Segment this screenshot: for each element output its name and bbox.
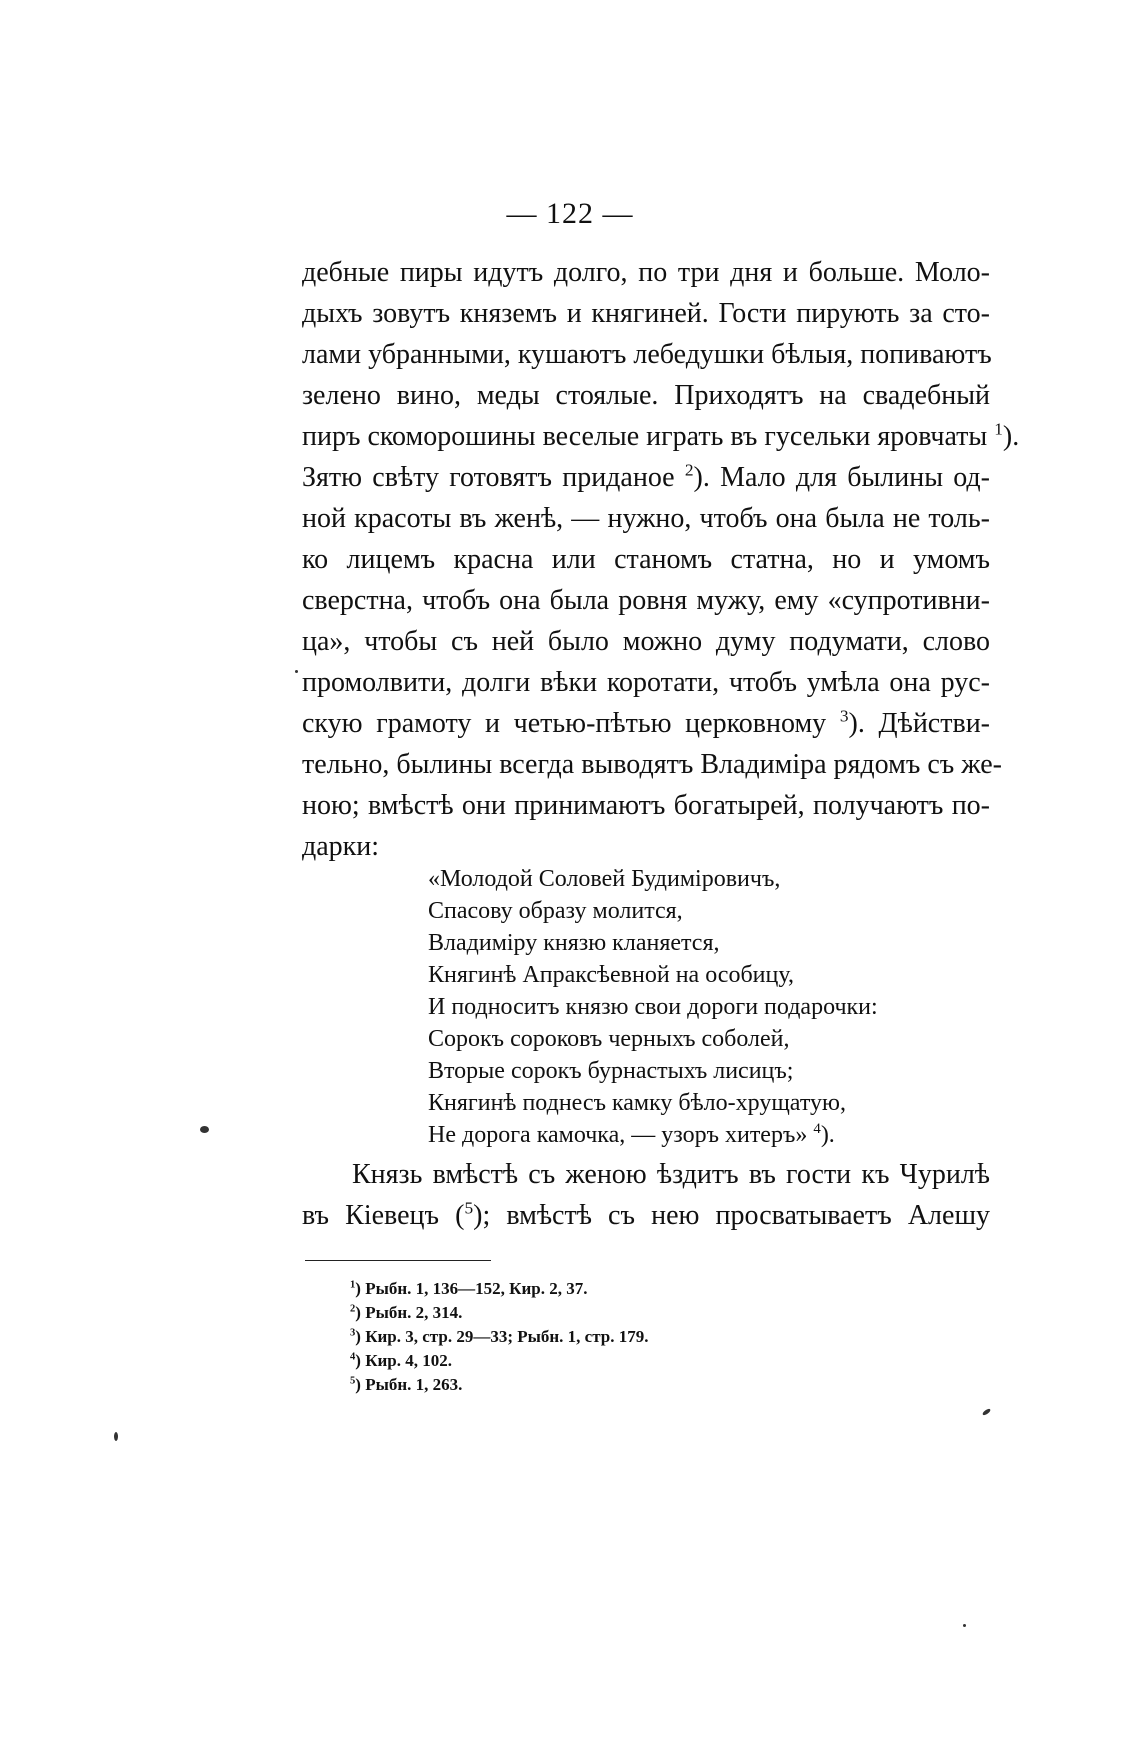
verse-quote xyxy=(428,863,948,1151)
text-line: въ Кіевецъ ($^5$); вмѣстѣ съ нею просватываетъ Алешу xyxy=(302,1198,991,1231)
text-line: ной красоты въ женѣ, — нужно, чтобъ она была не толь- xyxy=(302,503,990,534)
text-line: лами убранными, кушаютъ лебедушки бѣлыя, попиваютъ xyxy=(302,339,992,370)
footnote-ref: 3 xyxy=(839,706,849,726)
verse-line: «Молодой Соловей Будиміровичъ, xyxy=(428,866,781,892)
verse-line: Княгинѣ Апраксѣевной на особицу, xyxy=(428,962,794,988)
page-number: — 122 — xyxy=(506,197,634,230)
footnote-ref: 2 xyxy=(684,460,694,480)
main-paragraph xyxy=(302,252,1020,867)
footnotes xyxy=(350,1277,850,1397)
second-paragraph xyxy=(302,1154,990,1236)
text-line: скую грамоту и четью-пѣтью церковному $^3$). Дѣйстви- xyxy=(302,706,991,739)
text-line: тельно, былины всегда выводятъ Владиміра рядомъ съ же- xyxy=(302,749,1002,780)
scan-speck xyxy=(295,670,298,673)
text-line: зелено вино, меды стоялые. Приходятъ на свадебный xyxy=(302,380,990,411)
text-line: ною; вмѣстѣ они принимаютъ богатырей, получаютъ по- xyxy=(302,790,990,821)
verse-line: Сорокъ сороковъ черныхъ соболей, xyxy=(428,1026,790,1052)
verse-line: Вторые сорокъ бурнастыхъ лисицъ; xyxy=(428,1058,794,1084)
text-line: Князь вмѣстѣ съ женою ѣздитъ въ гости къ Чурилѣ xyxy=(352,1159,990,1190)
footnote: $^1$) Рыбн. 1, 136—152, Кир. 2, 37. xyxy=(350,1279,588,1298)
scan-speck xyxy=(114,1432,118,1441)
text-line: сверстна, чтобъ она была ровня мужу, ему «супротивни- xyxy=(302,585,990,616)
footnote-ref: 5 xyxy=(464,1198,474,1218)
footnote-ref: 4 xyxy=(813,1121,821,1137)
scan-speck xyxy=(982,1408,992,1416)
footnote: $^4$) Кир. 4, 102. xyxy=(350,1351,453,1370)
text-line: промолвити, долги вѣки коротати, чтобъ умѣла она рус- xyxy=(302,667,990,698)
footnote: $^5$) Рыбн. 1, 263. xyxy=(350,1375,463,1394)
text-line: ко лицемъ красна или станомъ статна, но и умомъ xyxy=(302,544,990,575)
verse-line: Спасову образу молится, xyxy=(428,898,683,924)
footnote-ref: 1 xyxy=(994,419,1003,439)
verse-line: И подноситъ князю свои дороги подарочки: xyxy=(428,994,878,1020)
footnote: $^2$) Рыбн. 2, 314. xyxy=(350,1303,463,1322)
verse-line: Княгинѣ поднесъ камку бѣло-хрущатую, xyxy=(428,1090,846,1116)
footnote: $^3$) Кир. 3, стр. 29—33; Рыбн. 1, стр. 179. xyxy=(350,1327,649,1346)
text-line: дарки: xyxy=(302,831,380,862)
scan-speck xyxy=(200,1126,209,1133)
text-line: Зятю свѣту готовятъ приданое $^2$). Мало для былины од- xyxy=(302,460,991,493)
text-line: ца», чтобы съ ней было можно думу подумати, слово xyxy=(302,626,990,657)
verse-line: Владиміру князю кланяется, xyxy=(428,930,720,956)
footnote-divider xyxy=(305,1260,491,1261)
text-line: дебные пиры идутъ долго, по три дня и больше. Моло- xyxy=(302,257,990,288)
text-line: дыхъ зовутъ княземъ и княгиней. Гости пирують за сто- xyxy=(302,298,990,329)
scan-speck xyxy=(963,1624,966,1627)
text-line: пиръ скоморошины веселые играть въ гусельки яровчаты $^1$). xyxy=(302,419,1020,452)
verse-line: Не дорога камочка, — узоръ хитеръ» $^4$). xyxy=(428,1121,835,1148)
